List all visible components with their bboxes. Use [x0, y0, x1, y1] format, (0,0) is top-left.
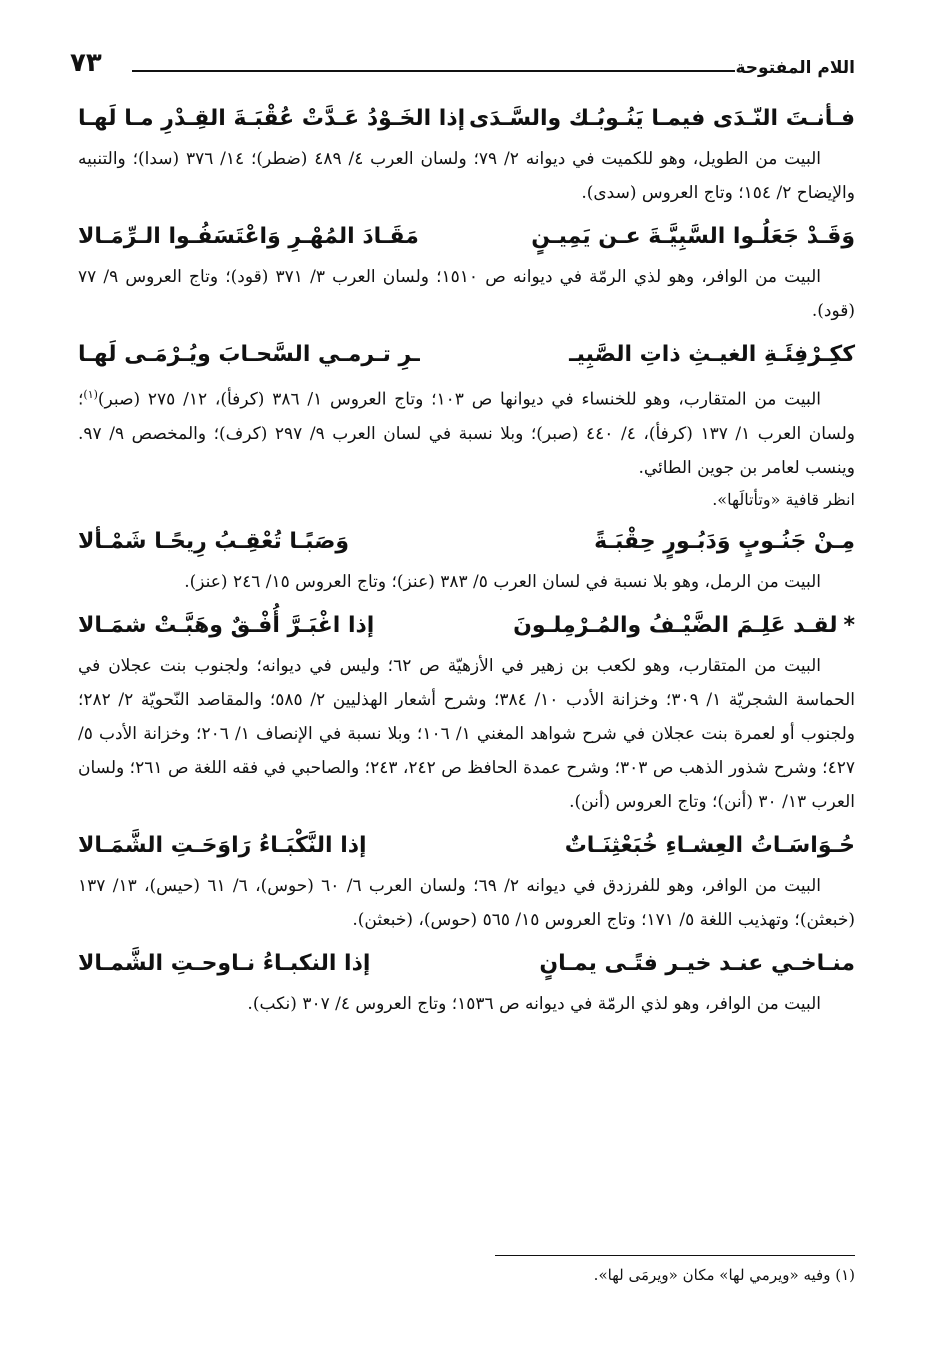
verse-commentary: البيت من المتقارب، وهو لكعب بن زهير في الأزهيّة ص ٦٢؛ وليس في ديوانه؛ ولجنوب بنت عجلان في الحماسة الشجريّة ١/ ٣٠٩؛ وخزانة الأدب ١٠/ ٣٨٤؛ وشرح أشعار الهذليين ٢/ ٥٨٥؛ والمقاصد النّحويّة ٢/ ٢٨٢؛ ولجنوب أو لعمرة بنت عجلان في شرح شواهد المغني ١/ ١٠٦؛ وبلا نسبة في الإنصاف ١/ ٢٠٦؛ وخزانة الأدب ٥/ ٤٢٧؛ وشرح شذور الذهب ص ٣٠٣؛ وشرح عمدة الحافظ ص ٢٤٢، ٢٤٣؛ والصاحبي في فقه اللغة ص ٢٦١؛ ولسان العرب ١٣/ ٣٠ (أنن)؛ وتاج العروس (أنن). — [78, 655, 855, 812]
verse-second-hemistich: إذا الخَـوْدُ عَـدَّتْ عُقْبَـةَ القِـدْرِ مـا لَهـا — [78, 106, 466, 131]
verse-line — [78, 214, 855, 260]
verse-first-hemistich: مِـنْ جَنُـوبٍ وَدَبُـورٍ حِقْبَـةً — [594, 528, 855, 554]
entry — [78, 603, 855, 819]
entry — [78, 96, 855, 210]
verse-line — [78, 603, 855, 649]
entry — [78, 941, 855, 1021]
page-content — [78, 96, 855, 1025]
verse-commentary: البيت من الطويل، وهو للكميت في ديوانه ٢/ ٧٩؛ ولسان العرب ٤/ ٤٨٩ (ضطر)؛ ١٤/ ٣٧٦ (سدا)؛ والتنبيه والإيضاح ٢/ ١٥٤؛ وتاج العروس (سدى). — [78, 149, 855, 203]
verse-commentary: البيت من الوافر، وهو لذي الرمّة في ديوانه ص ١٥٣٦؛ وتاج العروس ٤/ ٣٠٧ (نكب). — [247, 993, 821, 1014]
verse-second-hemistich: ـرِ تـرمـي السَّحـابَ ويُـرْمَـى لَهـا — [78, 342, 420, 367]
footnote: (١) وفيه «ويرمي لها» مكان «ويرمَى لها». — [593, 1266, 855, 1284]
verse-commentary: البيت من الوافر، وهو للفرزدق في ديوانه ٢/ ٦٩؛ ولسان العرب ٦/ ٦٠ (حوس)، ٦/ ٦١ (حيس)، ١٣/ ١٣٧ (خبعثن)؛ وتهذيب اللغة ٥/ ١٧١؛ وتاج العروس ١٥/ ٥٦٥ (حوس)، (خبعثن). — [78, 875, 855, 930]
verse-line — [78, 823, 855, 869]
verse-second-hemistich: إذا النَّكْبَـاءُ رَاوَحَـتِ الشَّمَـالا — [78, 832, 367, 858]
star-marker: * — [843, 612, 855, 638]
commentary-text-continued: ؛ ولسان العرب ١/ ١٣٧ (كرفأ)، ٤/ ٤٤٠ (صبر)؛ وبلا نسبة في لسان العرب ٩/ ٢٩٧ (كرف)؛ والمخصص ٩/ ٩٧. وينسب لعامر بن جوين الطائي. — [78, 389, 856, 478]
verse-line — [78, 941, 855, 987]
running-title: اللام المفتوحة — [735, 58, 855, 78]
verse-second-hemistich: مَقَـادَ المُهْـرِ وَاعْتَسَفُـوا الـرِّمَـالا — [78, 224, 419, 249]
verse-commentary — [78, 378, 855, 485]
verse-first-hemistich: ككِـرْفِئَـةِ الغيـثِ ذاتِ الصَّبِيـ — [569, 342, 855, 367]
page-header — [70, 46, 855, 86]
verse-first-hemistich: حُـوَاسَـاتُ العِشـاءِ خُبَعْثِنَـاتٌ — [564, 832, 855, 858]
commentary-text: البيت من المتقارب، وهو للخنساء في ديوانها ص ١٠٣؛ وتاج العروس ١/ ٣٨٦ (كرفأ)، ١٢/ ٢٧٥ (صبر) — [97, 389, 822, 410]
footnote-reference[interactable]: (١) — [83, 388, 98, 401]
verse-first-hemistich: وَقَـدْ جَعَلُـوا السَّبِيَّـةَ عـن يَمِيـنٍ — [531, 224, 855, 249]
verse-second-hemistich: إذا النكبـاءُ نـاوحـتِ الشَّمـالا — [78, 950, 371, 976]
entry — [78, 214, 855, 328]
verse-commentary: البيت من الوافر، وهو لذي الرمّة في ديوانه ص ١٥١٠؛ ولسان العرب ٣/ ٣٧١ (قود)؛ وتاج العروس ٩/ ٧٧ (قود). — [78, 267, 855, 321]
verse-line — [78, 519, 855, 565]
entry — [78, 823, 855, 937]
verse-commentary: البيت من الرمل، وهو بلا نسبة في لسان العرب ٥/ ٣٨٣ (عنز)؛ وتاج العروس ١٥/ ٢٤٦ (عنز). — [184, 571, 821, 592]
verse-first-hemistich: منـاخـي عنـد خيـر فتًـى يمـانٍ — [539, 950, 855, 976]
verse-line — [78, 332, 855, 378]
entry — [78, 519, 855, 599]
entry — [78, 332, 855, 515]
verse-first-hemistich — [513, 603, 855, 649]
cross-reference: انظر قافية «وتأتالَها». — [712, 489, 855, 509]
verse-second-hemistich: إذا اغْبَـرَّ أُفْـقٌ وهَبَّـتْ شمَـالا — [78, 612, 375, 638]
header-rule — [132, 70, 735, 72]
hemistich-text: لقـد عَلِـمَ الضَّيْـفُ والمُـرْمِلـونَ — [513, 612, 838, 638]
page-number: ٧٣ — [70, 48, 102, 78]
verse-second-hemistich: وَصَبًـا تُعْقِـبُ رِيحًـا شَمْـألا — [78, 528, 350, 554]
footnote-separator — [495, 1255, 855, 1256]
verse-first-hemistich: فـأنـتَ النّـدَى فيمـا يَنُـوبُـك والسَّـدَى — [468, 106, 855, 131]
verse-line — [78, 96, 855, 142]
